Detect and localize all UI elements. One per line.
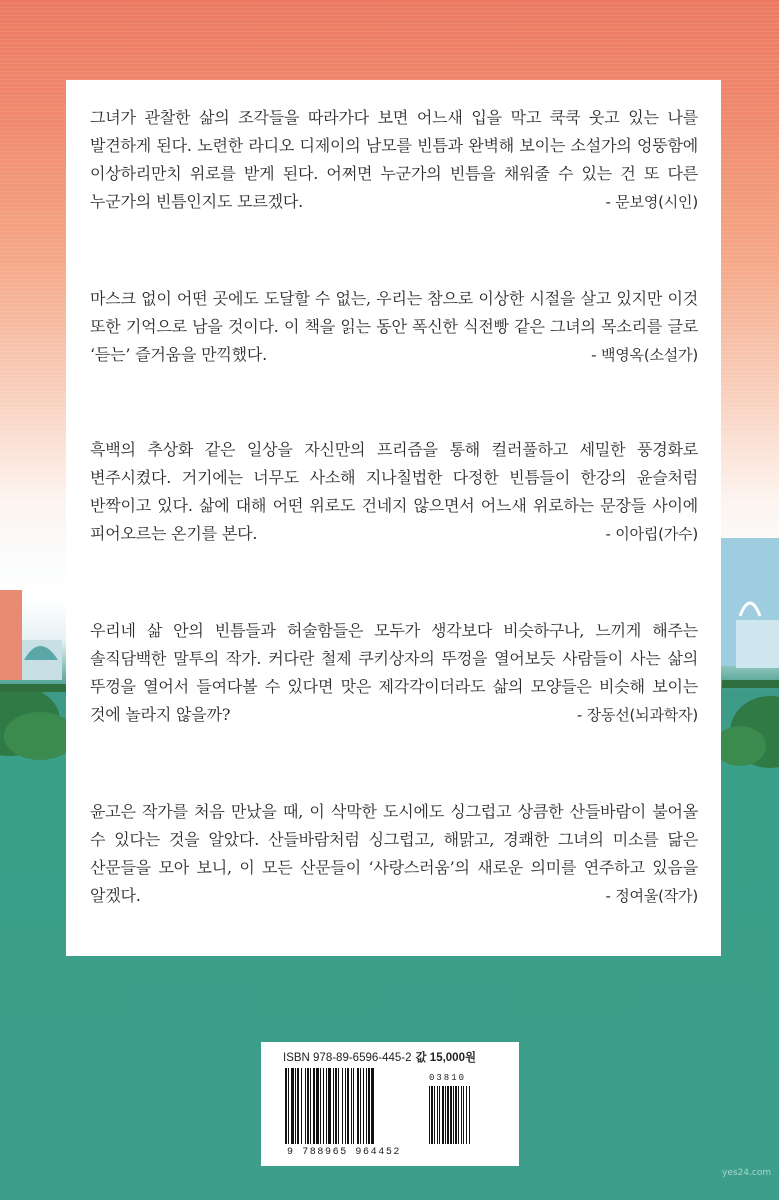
barcode-stripe <box>366 1068 367 1144</box>
barcode-stripe <box>328 1068 331 1144</box>
review-text-3: 흑백의 추상화 같은 일상을 자신만의 프리즘을 통해 컬러풀하고 세밀한 풍경화로 변주시켰다. 거기에는 너무도 사소해 지나칠법한 다정한 빈틈들이 한강의 윤슬처럼 반짝이고 있다. 삶에 대해 어떤 위로도 건네지 않으면서 어느새 위로하는 문장들 사이에 피어오르는 온기를 본다. <box>90 440 698 543</box>
addon-stripe <box>434 1086 435 1144</box>
barcode-stripe <box>305 1068 306 1144</box>
barcode-stripe <box>297 1068 299 1144</box>
addon-stripe <box>445 1086 446 1144</box>
barcode-stripe <box>313 1068 315 1144</box>
review-attribution-4: - 장동선(뇌과학자) <box>576 706 698 724</box>
addon-stripe <box>442 1086 444 1144</box>
addon-stripe <box>463 1086 464 1144</box>
review-blurb-3 <box>90 436 698 548</box>
ean-code: 9 788965 964452 <box>287 1147 402 1158</box>
barcode-stripe <box>333 1068 334 1144</box>
barcode-stripe <box>310 1068 311 1144</box>
barcode-stripe <box>291 1068 294 1144</box>
isbn-number: ISBN 978-89-6596-445-2 <box>283 1052 412 1064</box>
barcode-stripe <box>288 1068 289 1144</box>
review-text-5: 윤고은 작가를 처음 만났을 때, 이 삭막한 도시에도 싱그럽고 상큼한 산들바람이 불어올 수 있다는 것을 알았다. 산들바람처럼 싱그럽고, 해맑고, 경쾌한 그녀의 미소를 닮은 산문들을 모아 보니, 이 모든 산문들이 ‘사랑스러움’의 새로운 의미를 연주하고 있음을 알겠다. <box>90 802 698 905</box>
barcode-stripe <box>347 1068 349 1144</box>
addon-stripe <box>461 1086 462 1144</box>
left-building <box>0 590 22 680</box>
barcode-stripe <box>326 1068 327 1144</box>
review-attribution-1: - 문보영(시인) <box>605 193 698 211</box>
addon-code: 03810 <box>429 1073 467 1083</box>
addon-stripe <box>447 1086 449 1144</box>
addon-stripe <box>455 1086 457 1144</box>
review-attribution-5: - 정여울(작가) <box>605 887 698 905</box>
review-blurb-2 <box>90 285 698 369</box>
barcode-stripe <box>342 1068 343 1144</box>
review-text-4: 우리네 삶 안의 빈틈들과 허술함들은 모두가 생각보다 비슷하구나, 느끼게 해주는 솔직담백한 말투의 작가. 커다란 철제 쿠키상자의 뚜껑을 열어보듯 사람들이 사는 삶의 뚜껑을 열어서 들여다볼 수 있다면 맛은 제각각이더라도 삶의 모양들은 비슷해 보이는 것에 놀라지 않을까? <box>90 621 698 724</box>
addon-stripe <box>439 1086 440 1144</box>
addon-stripe <box>469 1086 470 1144</box>
barcode-stripe <box>363 1068 364 1144</box>
addon-stripe <box>450 1086 452 1144</box>
addon-stripe <box>429 1086 430 1144</box>
barcode-stripe <box>295 1068 296 1144</box>
barcode-label <box>261 1042 519 1166</box>
barcode-stripe <box>301 1068 302 1144</box>
price: 값 15,000원 <box>415 1052 477 1064</box>
barcode-stripe <box>307 1068 309 1144</box>
barcode-stripe <box>316 1068 319 1144</box>
watermark: yes24.com <box>722 1168 772 1178</box>
barcode-stripe <box>351 1068 352 1144</box>
right-building <box>736 620 779 668</box>
barcode-stripe <box>285 1068 287 1144</box>
review-blurb-1 <box>90 104 698 216</box>
review-panel <box>66 80 721 956</box>
addon-stripe <box>431 1086 433 1144</box>
barcode-stripe <box>345 1068 346 1144</box>
review-attribution-2: - 백영옥(소설가) <box>591 346 698 364</box>
left-bank <box>0 684 66 692</box>
addon-stripe <box>466 1086 467 1144</box>
barcode-stripe <box>368 1068 370 1144</box>
addon-stripe <box>437 1086 438 1144</box>
addon-stripe <box>453 1086 454 1144</box>
barcode-stripe <box>320 1068 321 1144</box>
right-tree-2 <box>714 726 766 766</box>
review-blurb-4 <box>90 617 698 729</box>
review-attribution-3: - 이아립(가수) <box>605 525 698 543</box>
barcode-stripe <box>338 1068 339 1144</box>
barcode-stripe <box>353 1068 354 1144</box>
barcode-stripe <box>323 1068 324 1144</box>
review-text-1: 그녀가 관찰한 삶의 조각들을 따라가다 보면 어느새 입을 막고 쿡쿡 웃고 있는 나를 발견하게 된다. 노련한 라디오 디제이의 남모를 빈틈과 완벽해 보이는 소설가의 엉뚱함에 이상하리만치 위로를 받게 된다. 어쩌면 누군가의 빈틈을 채워줄 수 있는 건 또 다른 누군가의 빈틈인지도 모르겠다. <box>90 108 698 211</box>
barcode-stripe <box>371 1068 374 1144</box>
review-text-2: 마스크 없이 어떤 곳에도 도달할 수 없는, 우리는 참으로 이상한 시절을 살고 있지만 이것 또한 기억으로 남을 것이다. 이 책을 읽는 동안 폭신한 식전빵 같은 그녀의 목소리를 글로 ‘듣는’ 즐거움을 만끽했다. <box>90 289 698 364</box>
right-bank <box>722 680 779 688</box>
barcode-stripe <box>360 1068 361 1144</box>
barcode-stripe <box>335 1068 337 1144</box>
addon-stripe <box>458 1086 459 1144</box>
review-blurb-5 <box>90 798 698 910</box>
barcode-stripe <box>357 1068 359 1144</box>
